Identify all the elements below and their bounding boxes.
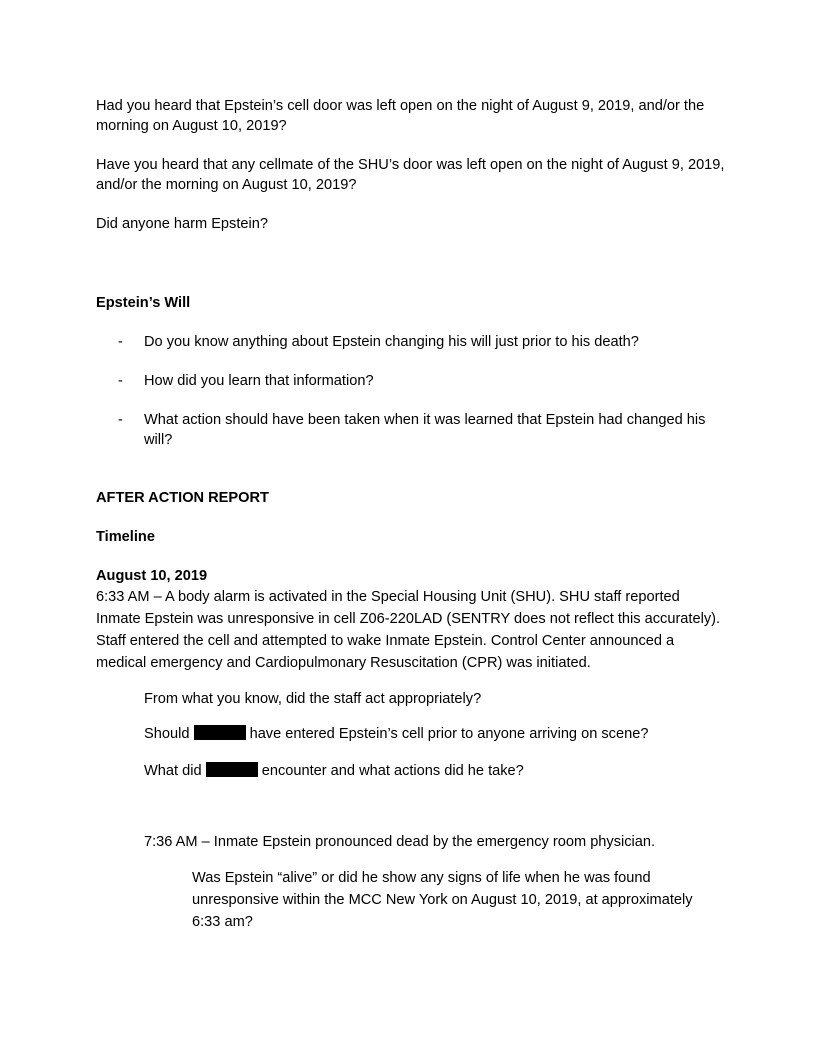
question-what-encountered [144, 761, 724, 781]
redaction-box [194, 725, 246, 740]
question-whatdid-suffix: encounter and what actions did he take? [261, 763, 524, 779]
will-list-item [96, 371, 726, 391]
will-question-action-taken: What action should have been taken when it was learned that Epstein had changed his will? [144, 412, 706, 448]
will-question-learn-info: How did you learn that information? [144, 373, 374, 389]
question-should-prefix: Should [144, 726, 190, 742]
will-section-heading: Epstein’s Will [96, 295, 191, 311]
question-should-suffix: have entered Epstein’s cell prior to anyone arriving on scene? [249, 726, 649, 742]
question-cell-door-open: Had you heard that Epstein’s cell door was left open on the night of August 9, 2019, and/or the morning on August 10, 2019? [96, 98, 705, 134]
date-heading: August 10, 2019 [96, 568, 208, 584]
will-question-changing-will: Do you know anything about Epstein changing his will just prior to his death? [144, 334, 639, 350]
question-staff-appropriate: From what you know, did the staff act appropriately? [144, 691, 482, 707]
question-whatdid-prefix: What did [144, 763, 202, 779]
dash-bullet: - [118, 412, 123, 428]
question-cellmate-door-open: Have you heard that any cellmate of the SHU’s door was left open on the night of August 9, 2019, and/or the morning on August 10, 2019? [96, 157, 725, 193]
will-list-item [96, 332, 726, 352]
question-alive: Was Epstein “alive” or did he show any signs of life when he was found unresponsive within the MCC New York on August 10, 2019, at approximately 6:33 am? [192, 870, 693, 930]
question-should-have-entered [144, 724, 724, 744]
dash-bullet: - [118, 334, 123, 350]
will-list-item [96, 410, 726, 450]
timeline-entry-736: 7:36 AM – Inmate Epstein pronounced dead by the emergency room physician. [144, 834, 656, 850]
redaction-box [206, 762, 258, 777]
timeline-entry-633: 6:33 AM – A body alarm is activated in the Special Housing Unit (SHU). SHU staff reported Inmate Epstein was unresponsive in cell Z06-220LAD (SENTRY does not reflect this accurately). Staff entered the cell and attempted to wake Inmate Epstein. Control Center announced a medical emergency and Cardiopulmonary Resuscitation (CPR) was initiated. [96, 589, 721, 671]
question-anyone-harm: Did anyone harm Epstein? [96, 216, 268, 232]
report-heading: AFTER ACTION REPORT [96, 490, 269, 506]
dash-bullet: - [118, 373, 123, 389]
timeline-heading: Timeline [96, 529, 155, 545]
